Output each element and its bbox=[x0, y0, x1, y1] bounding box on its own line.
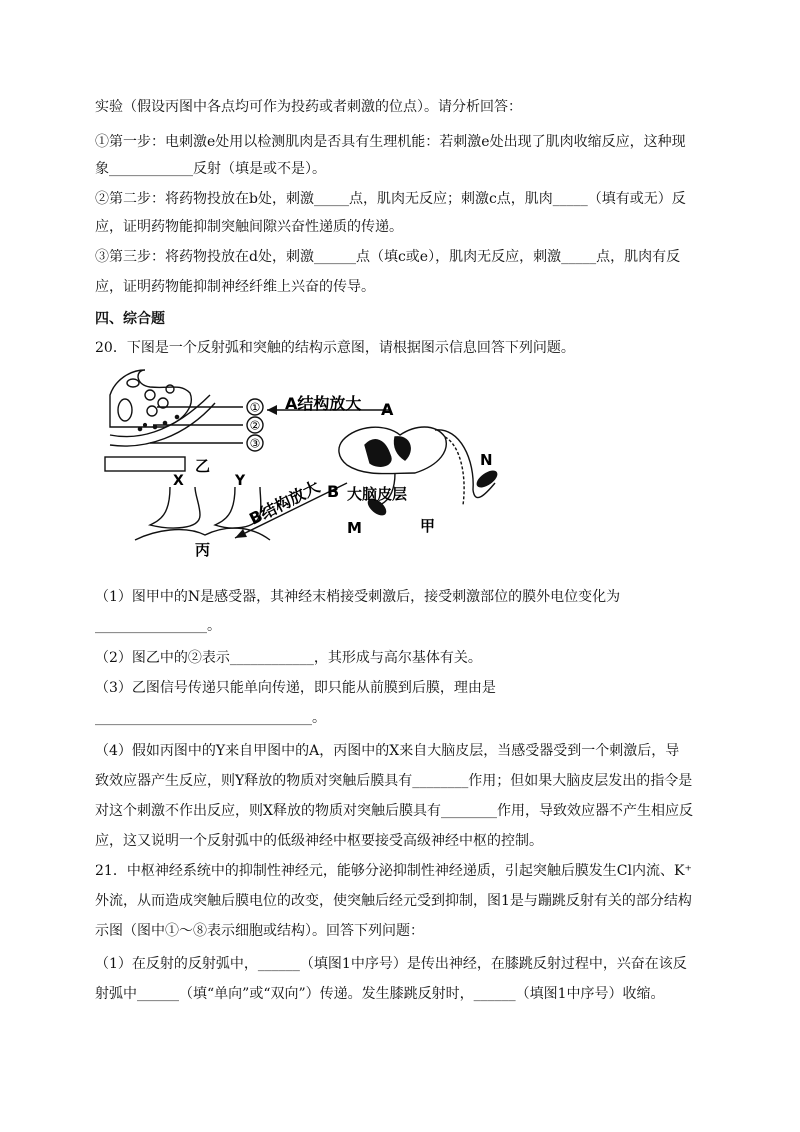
label-n: N bbox=[480, 451, 493, 469]
arrow-b-head bbox=[235, 529, 247, 538]
text-line: 应，这又说明一个反射弧中的低级神经中枢要接受高级神经中枢的控制。 bbox=[95, 833, 543, 849]
receptor-n-shape bbox=[474, 467, 501, 491]
label-b: B bbox=[327, 482, 340, 501]
text-line: （1）在反射的反射弧中，______（填图1中序号）是传出神经，在膝跳反射过程中，兴奋在该反 bbox=[95, 956, 687, 972]
label-b-enlarge: B结构放大 bbox=[246, 477, 323, 529]
text-line: 应，证明药物能抑制神经纤维上兴奋的传导。 bbox=[95, 279, 375, 295]
label-x: X bbox=[173, 473, 184, 489]
text-line: ②第二步：将药物投放在b处，刺激_____点，肌肉无反应；刺激c点，肌肉_____（填有或无）反 bbox=[95, 191, 686, 207]
text-line: _______________________________。 bbox=[95, 710, 326, 726]
text-line: 外流，从而造成突触后膜电位的改变，使突触后经元受到抑制，图1是与蹦跳反射有关的部分结构 bbox=[95, 893, 692, 909]
text-line: 对这个刺激不作出反应，则X释放的物质对突触后膜具有________作用，导致效应器不产生相应反 bbox=[95, 803, 693, 819]
label-circle-2: ② bbox=[249, 418, 261, 433]
text-line: （1）图甲中的N是感受器，其神经末梢接受刺激后，接受刺激部位的膜外电位变化为 bbox=[95, 589, 621, 605]
text-line: 示图（图中①～⑧表示细胞或结构）。回答下列问题： bbox=[95, 923, 424, 939]
text-line: （2）图乙中的②表示____________，其形成与高尔基体有关。 bbox=[95, 650, 482, 666]
text-line: （3）乙图信号传递只能单向传递，即只能从前膜到后膜，理由是 bbox=[95, 680, 496, 696]
label-a-enlarge: A结构放大 bbox=[285, 394, 362, 413]
label-jia: 甲 bbox=[420, 517, 436, 535]
reflex-arc-synapse-figure bbox=[95, 365, 515, 570]
text-line: 应，证明药物能抑制突触间隙兴奋性递质的传递。 bbox=[95, 219, 403, 235]
question-21-stem: 21．中枢神经系统中的抑制性神经元，能够分泌抑制性神经递质，引起突触后膜发生Cl内流、K⁺ bbox=[95, 863, 692, 879]
label-bing: 丙 bbox=[195, 541, 211, 559]
label-circle-1: ① bbox=[249, 400, 261, 415]
label-y: Y bbox=[235, 473, 246, 489]
label-yi: 乙 bbox=[195, 457, 211, 475]
section-heading: 四、综合题 bbox=[95, 311, 165, 327]
question-20-stem: 20．下图是一个反射弧和突触的结构示意图，请根据图示信息回答下列问题。 bbox=[95, 340, 575, 356]
synapse-enlarged-yi bbox=[105, 370, 263, 471]
text-line: 实验（假设丙图中各点均可作为投药或者刺激的位点）。请分析回答： bbox=[95, 99, 522, 115]
text-line: ③第三步：将药物投放在d处，刺激______点（填c或e），肌肉无反应，刺激_____点，肌肉有反 bbox=[95, 249, 681, 265]
label-cortex: 大脑皮层 bbox=[347, 485, 408, 503]
text-line: 象____________反射（填是或不是）。 bbox=[95, 161, 326, 177]
text-line: ①第一步：电刺激e处用以检测肌肉是否具有生理机能：若刺激e处出现了肌肉收缩反应，这种现 bbox=[95, 134, 686, 150]
label-m: M bbox=[347, 519, 362, 537]
text-line: （4）假如丙图中的Y来自甲图中的A，丙图中的X来自大脑皮层，当感受器受到一个刺激后，导 bbox=[95, 743, 680, 759]
text-line: 射弧中______（填“单向”或“双向”）传递。发生膝跳反射时，______（填图1中序号）收缩。 bbox=[95, 986, 665, 1002]
text-line: 致效应器产生反应，则Y释放的物质对突触后膜具有________作用；但如果大脑皮层发出的指令是 bbox=[95, 773, 693, 789]
label-a: A bbox=[381, 400, 394, 419]
text-line: ________________。 bbox=[95, 618, 221, 634]
label-circle-3: ③ bbox=[249, 436, 261, 451]
arrow-a-head bbox=[267, 405, 277, 415]
